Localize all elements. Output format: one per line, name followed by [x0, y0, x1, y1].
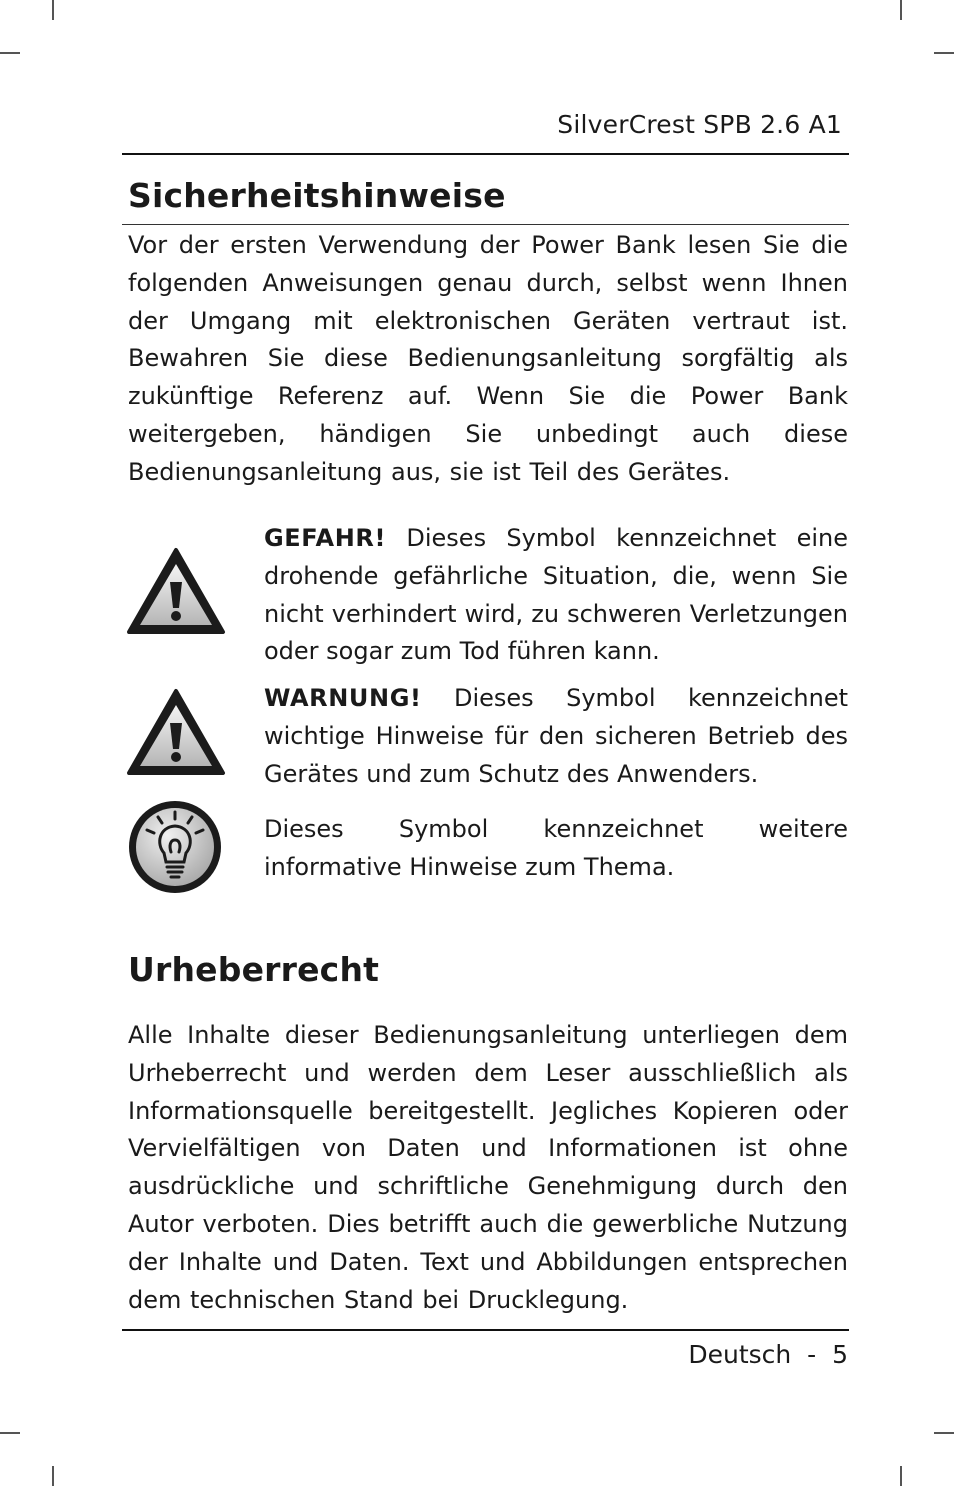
section-title-safety: Sicherheitshinweise [128, 176, 506, 215]
warning-triangle-icon [126, 687, 226, 777]
section-rule [122, 224, 849, 225]
footer-language: Deutsch [688, 1340, 792, 1369]
notice-info: Dieses Symbol kennzeichnet weitere informative Hinweise zum Thema. [264, 815, 848, 881]
footer-rule [122, 1329, 849, 1331]
notice-danger-text: Dieses Symbol kennzeichnet eine drohende gefährliche Situation, die, wenn Sie nicht verhindert wird, zu schweren Verletzungen oder sogar zum Tod führen kann. [264, 524, 848, 666]
notice-warning-label: WARNUNG! [264, 684, 422, 712]
notice-warning [264, 680, 848, 793]
crop-mark [900, 0, 902, 20]
copyright-paragraph: Alle Inhalte dieser Bedienungsanleitung unterliegen dem Urheberrecht und werden dem Leser ausschließlich als Informationsquelle bereitgestellt. Jegliches Kopieren oder Vervielfältigen von Daten und Informationen ist ohne ausdrückliche und schriftliche Genehmigung durch den Autor verboten. Dies betrifft auch die gewerbliche Nutzung der Inhalte und Daten. Text und Abbildungen entsprechen dem technischen Stand bei Drucklegung. [128, 1021, 848, 1314]
page-header-product: SilverCrest SPB 2.6 A1 [557, 110, 842, 139]
safety-intro-paragraph: Vor der ersten Verwendung der Power Bank lesen Sie die folgenden Anweisungen genau durch, selbst wenn Ihnen der Umgang mit elektronischen Geräten vertraut ist. Bewahren Sie diese Bedienungsanleitung sorgfältig als zukünftige Referenz auf. Wenn Sie die Power Bank weitergeben, händigen Sie unbedingt auch diese Bedienungsanleitung aus, sie ist Teil des Gerätes. [128, 231, 848, 486]
warning-triangle-icon [126, 546, 226, 636]
header-rule [122, 153, 849, 155]
page-footer [688, 1340, 848, 1369]
crop-mark [900, 1466, 902, 1486]
notice-danger-label: GEFAHR! [264, 524, 387, 552]
notice-warning-text: Dieses Symbol kennzeichnet wichtige Hinweise für den sicheren Betrieb des Gerätes und zum Schutz des Anwenders. [264, 684, 848, 788]
crop-mark [0, 52, 20, 54]
crop-mark [934, 1432, 954, 1434]
footer-separator: - [807, 1340, 817, 1369]
crop-mark [0, 1432, 20, 1434]
notice-danger [264, 520, 848, 671]
section-title-copyright: Urheberrecht [128, 950, 380, 989]
page-number: 5 [832, 1340, 848, 1369]
lightbulb-icon [126, 798, 224, 896]
crop-mark [934, 52, 954, 54]
crop-mark [52, 1466, 54, 1486]
crop-mark [52, 0, 54, 20]
